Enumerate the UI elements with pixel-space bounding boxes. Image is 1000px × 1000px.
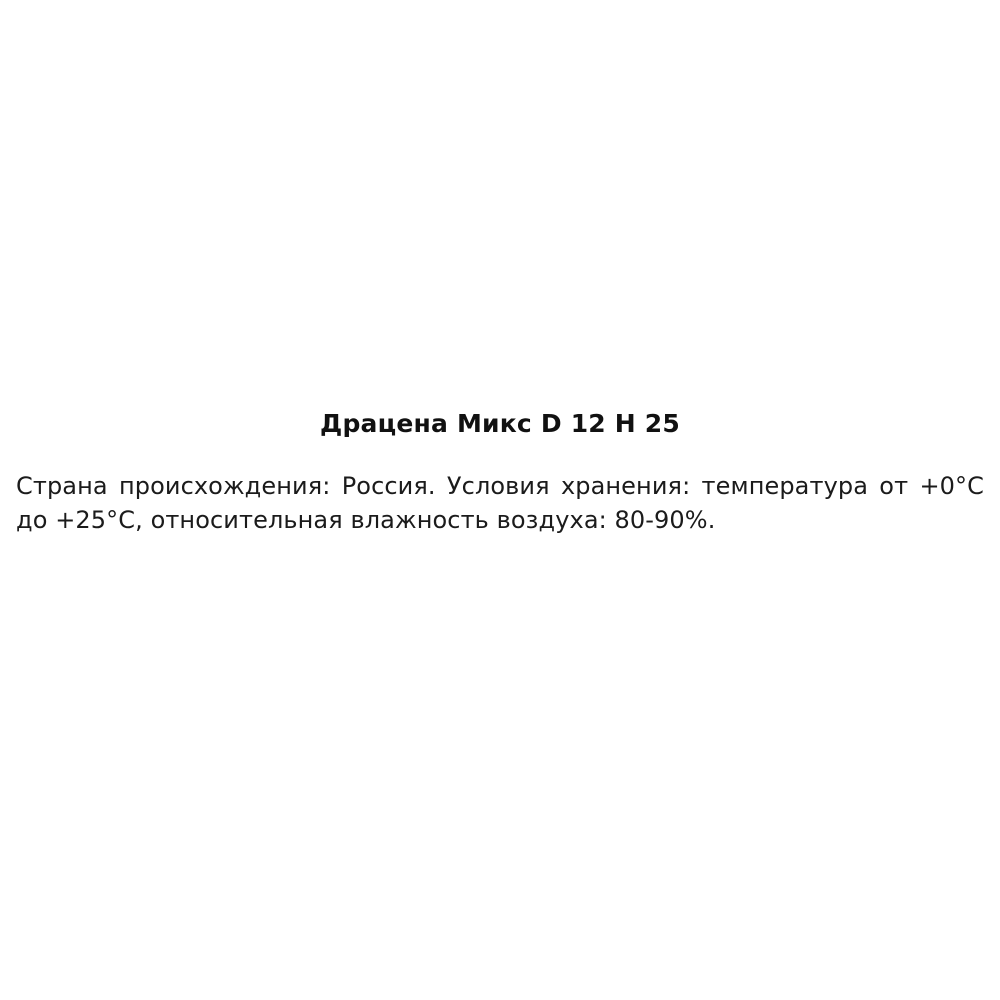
product-description: Страна происхождения: Россия. Условия хранения: температура от +0°C до +25°C, относительная влажность воздуха: 80-90%. [16, 472, 984, 535]
product-info-block [0, 408, 1000, 537]
page-title: Драцена Микс D 12 H 25 [319, 409, 680, 438]
